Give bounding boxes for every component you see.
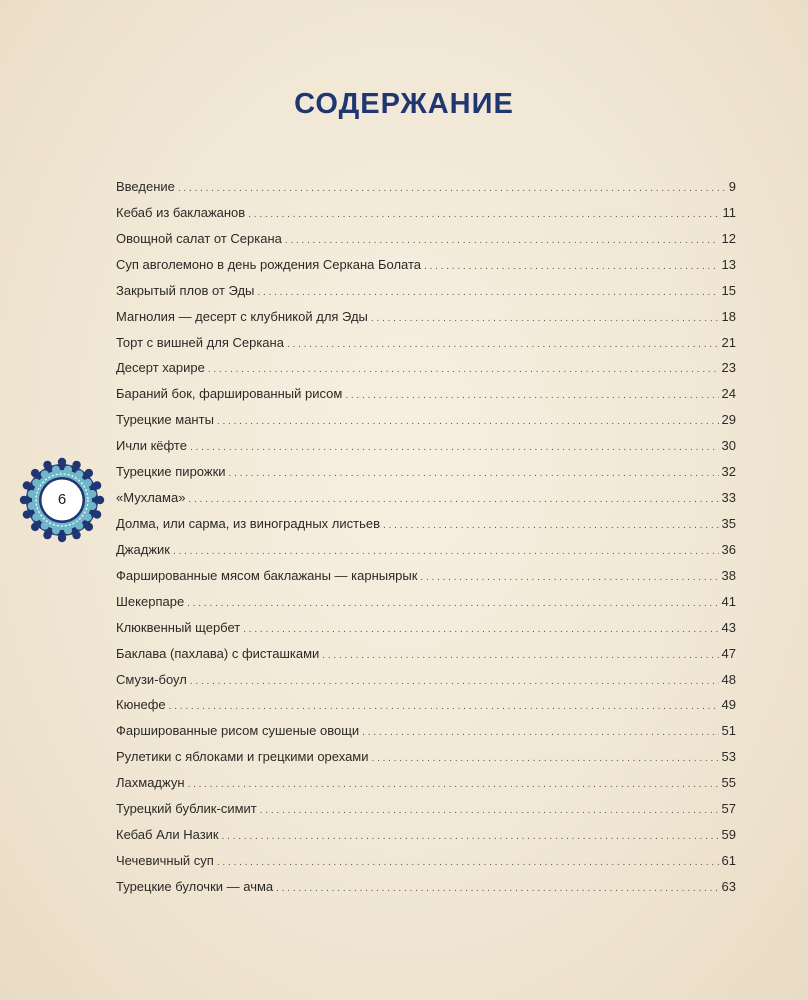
toc-entry[interactable] xyxy=(116,516,736,542)
toc-entry[interactable] xyxy=(116,386,736,412)
dot-leader xyxy=(424,261,719,272)
toc-entry-title: Клюквенный щербет xyxy=(116,619,241,635)
dot-leader xyxy=(217,857,719,868)
toc-entry-page: 23 xyxy=(721,360,736,376)
toc-entry[interactable] xyxy=(116,594,736,620)
toc-entry-page: 61 xyxy=(721,852,736,868)
toc-entry-page: 15 xyxy=(721,282,736,298)
toc-entry-page: 47 xyxy=(721,645,736,661)
dot-leader xyxy=(208,364,719,375)
toc-entry-title: Магнолия — десерт с клубникой для Эды xyxy=(116,308,368,324)
toc-entry-title: Кебаб Али Назик xyxy=(116,827,219,843)
dot-leader xyxy=(372,753,719,764)
toc-entry[interactable] xyxy=(116,231,736,257)
toc-entry-title: Десерт харире xyxy=(116,360,205,376)
dot-leader xyxy=(217,416,719,427)
toc-entry[interactable] xyxy=(116,205,736,231)
toc-entry[interactable] xyxy=(116,335,736,361)
dot-leader xyxy=(287,339,719,350)
dot-leader xyxy=(345,390,718,401)
toc-entry[interactable] xyxy=(116,283,736,309)
toc-entry[interactable] xyxy=(116,697,736,723)
toc-entry[interactable] xyxy=(116,568,736,594)
dot-leader xyxy=(260,805,719,816)
toc-entry-page: 12 xyxy=(721,230,736,246)
toc-entry-title: Турецкие пирожки xyxy=(116,464,226,480)
toc-entry-title: Чечевичный суп xyxy=(116,852,214,868)
toc-entry-page: 43 xyxy=(721,619,736,635)
dot-leader xyxy=(222,831,719,842)
toc-entry-page: 29 xyxy=(721,412,736,428)
toc-entry-page: 59 xyxy=(721,827,736,843)
toc-entry-page: 53 xyxy=(721,749,736,765)
dot-leader xyxy=(248,209,719,220)
table-of-contents xyxy=(116,179,736,905)
toc-entry-title: Суп авголемоно в день рождения Серкана Болата xyxy=(116,256,422,272)
page-title: СОДЕРЖАНИЕ xyxy=(294,88,514,120)
toc-entry-title: Ичли кёфте xyxy=(116,438,187,454)
dot-leader xyxy=(187,598,718,609)
toc-entry[interactable] xyxy=(116,438,736,464)
toc-entry-title: Фаршированные рисом сушеные овощи xyxy=(116,723,360,739)
toc-entry[interactable] xyxy=(116,257,736,283)
dot-leader xyxy=(276,883,718,894)
toc-entry-page: 11 xyxy=(722,204,736,220)
toc-entry-title: Смузи-боул xyxy=(116,671,187,687)
toc-entry-page: 49 xyxy=(721,697,736,713)
toc-entry[interactable] xyxy=(116,179,736,205)
toc-entry-title: «Мухлама» xyxy=(116,490,186,506)
toc-entry-title: Закрытый плов от Эды xyxy=(116,282,255,298)
dot-leader xyxy=(188,494,718,505)
dot-leader xyxy=(257,287,718,298)
toc-entry-title: Лахмаджун xyxy=(116,775,185,791)
toc-entry[interactable] xyxy=(116,360,736,386)
toc-entry[interactable] xyxy=(116,309,736,335)
dot-leader xyxy=(322,650,718,661)
toc-entry[interactable] xyxy=(116,879,736,905)
toc-entry[interactable] xyxy=(116,801,736,827)
toc-entry-title: Овощной салат от Серкана xyxy=(116,230,282,246)
toc-entry-page: 51 xyxy=(721,723,736,739)
toc-entry-page: 24 xyxy=(721,386,736,402)
toc-entry-page: 13 xyxy=(721,256,736,272)
dot-leader xyxy=(229,468,719,479)
toc-entry-page: 33 xyxy=(721,490,736,506)
toc-entry-page: 32 xyxy=(721,464,736,480)
toc-entry[interactable] xyxy=(116,620,736,646)
toc-entry[interactable] xyxy=(116,749,736,775)
dot-leader xyxy=(169,701,719,712)
toc-entry[interactable] xyxy=(116,672,736,698)
toc-entry[interactable] xyxy=(116,827,736,853)
dot-leader xyxy=(173,546,719,557)
toc-entry-title: Баклава (пахлава) с фисташками xyxy=(116,645,320,661)
dot-leader xyxy=(190,676,719,687)
toc-entry-title: Введение xyxy=(116,179,175,194)
toc-entry-page: 18 xyxy=(721,308,736,324)
toc-entry-title: Торт с вишней для Серкана xyxy=(116,334,284,350)
dot-leader xyxy=(178,183,726,194)
toc-entry-page: 35 xyxy=(721,515,736,531)
toc-entry-page: 36 xyxy=(721,541,736,557)
toc-entry-title: Бараний бок, фаршированный рисом xyxy=(116,386,343,402)
page-number: 6 xyxy=(57,491,67,508)
toc-entry-title: Турецкий бублик-симит xyxy=(116,801,257,817)
toc-entry-page: 55 xyxy=(721,775,736,791)
toc-entry-title: Долма, или сарма, из виноградных листьев xyxy=(116,515,380,531)
dot-leader xyxy=(243,624,718,635)
toc-entry-page: 41 xyxy=(721,593,736,609)
toc-entry-page: 30 xyxy=(721,438,736,454)
toc-entry-title: Шекерпаре xyxy=(116,593,185,609)
dot-leader xyxy=(285,235,719,246)
toc-entry-title: Кюнефе xyxy=(116,697,166,713)
dot-leader xyxy=(188,779,719,790)
toc-entry[interactable] xyxy=(116,490,736,516)
toc-entry[interactable] xyxy=(116,412,736,438)
toc-entry-title: Фаршированные мясом баклажаны — карныярык xyxy=(116,567,418,583)
toc-entry-title: Турецкие булочки — ачма xyxy=(116,878,274,894)
toc-entry[interactable] xyxy=(116,775,736,801)
dot-leader xyxy=(190,442,719,453)
toc-entry-page: 38 xyxy=(721,567,736,583)
toc-entry[interactable] xyxy=(116,723,736,749)
toc-entry-title: Рулетики с яблоками и грецкими орехами xyxy=(116,749,369,765)
toc-entry-title: Джаджик xyxy=(116,541,170,557)
toc-entry-page: 21 xyxy=(721,334,736,350)
toc-entry-page: 48 xyxy=(721,671,736,687)
toc-entry[interactable] xyxy=(116,646,736,672)
dot-leader xyxy=(383,520,719,531)
toc-entry-title: Турецкие манты xyxy=(116,412,214,428)
dot-leader xyxy=(362,727,718,738)
toc-entry-page: 63 xyxy=(721,878,736,894)
toc-entry-page: 57 xyxy=(721,801,736,817)
dot-leader xyxy=(371,313,719,324)
toc-entry[interactable] xyxy=(116,464,736,490)
toc-entry[interactable] xyxy=(116,542,736,568)
toc-entry-page: 9 xyxy=(728,179,736,194)
toc-entry[interactable] xyxy=(116,853,736,879)
toc-entry-title: Кебаб из баклажанов xyxy=(116,204,246,220)
dot-leader xyxy=(420,572,718,583)
